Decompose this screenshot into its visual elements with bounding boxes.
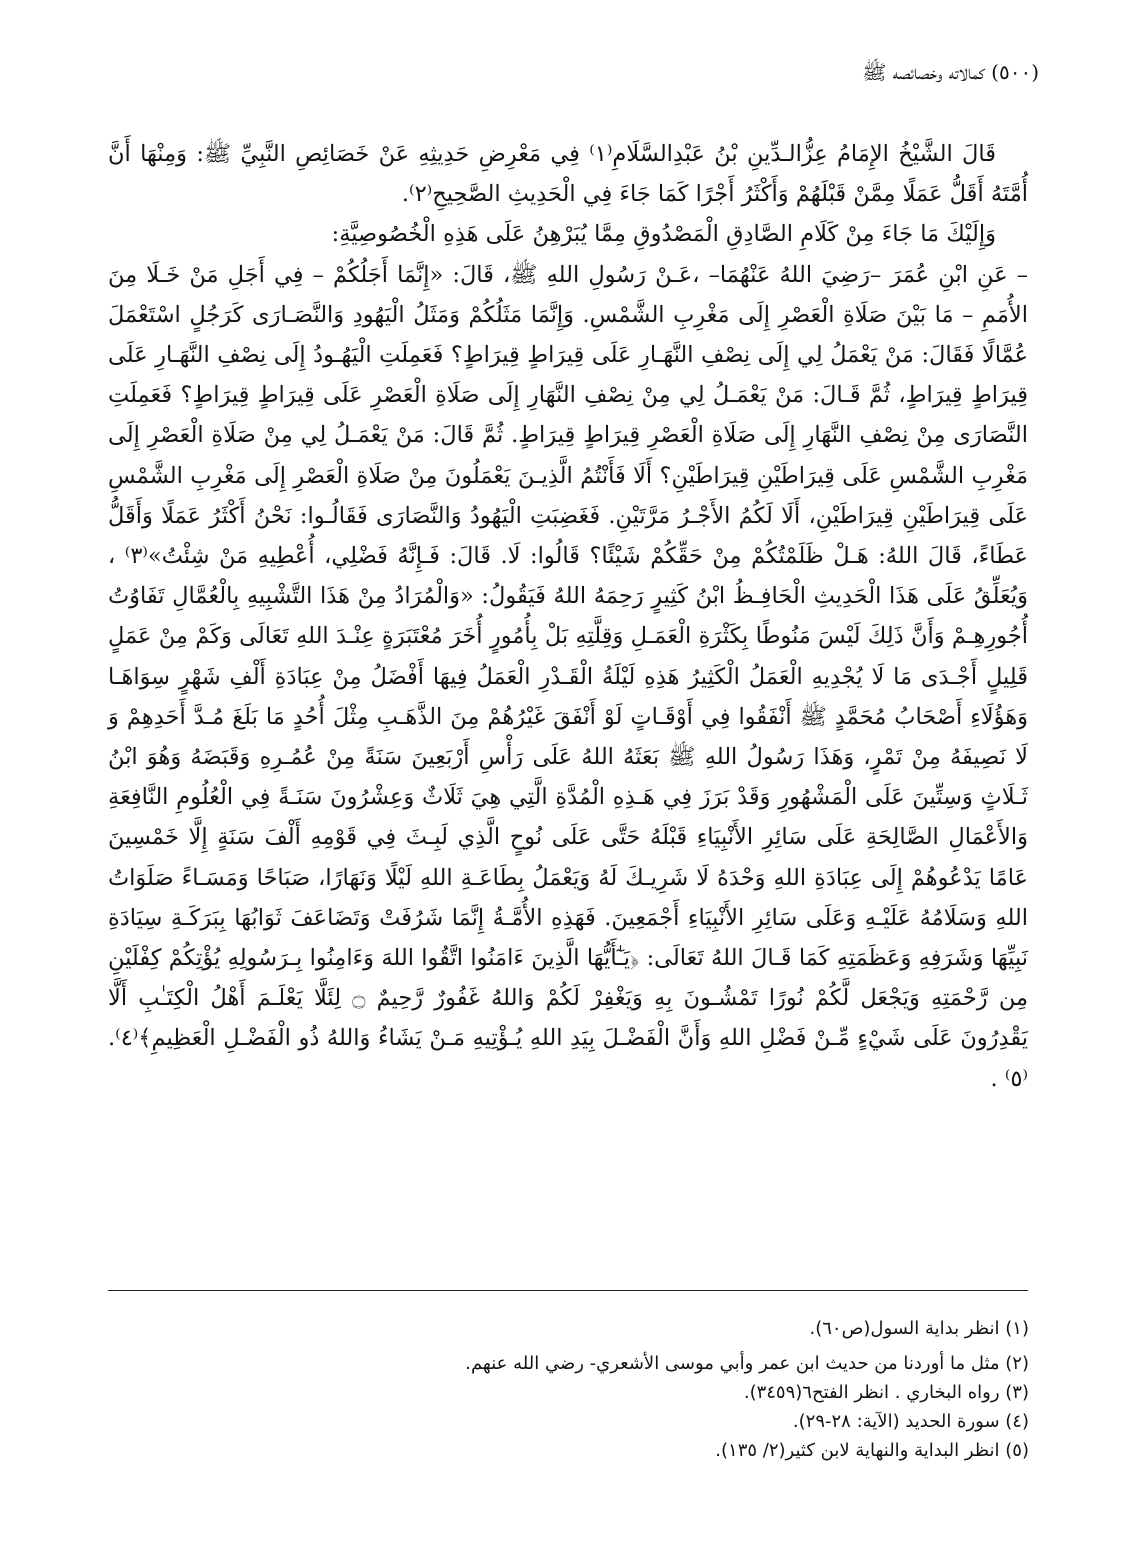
running-title: (٥٠٠) كمالاته وخصائصه ﷺ <box>862 60 1039 84</box>
footnote-3: (٣) رواه البخاري . انظر الفتح٦(٣٤٥٩). <box>743 1382 1029 1403</box>
footnote-5: (٥) انظر البداية والنهاية لابن كثير(٢/ ١٣٥). <box>715 1440 1029 1461</box>
page-header <box>862 60 1039 89</box>
paragraph-hadith: – عَنِ ابْنِ عُمَرَ –رَضِيَ اللهُ عَنْهُمَا– ،عَـنْ رَسُولِ اللهِ ﷺ، قَالَ: «إِنَّمَا أَجَلُكُمْ – فِي أَجَلِ مَنْ خَـلَا مِنَ الأُمَمِ – مَا بَيْنَ صَلَاةِ الْعَصْرِ إِلَى مَغْرِبِ الشَّمْسِ. وَإِنَّمَا مَثَلُكُمْ وَمَثَلُ الْيَهُودِ وَالنَّصَـارَى كَرَجُلٍ اسْتَعْمَلَ عُمَّالًا فَقَالَ: مَنْ يَعْمَلُ لِي إِلَى نِصْفِ النَّهَـارِ عَلَى قِيرَاطٍ قِيرَاطٍ؟ فَعَمِلَتِ الْيَهُـودُ إِلَى نِصْفِ النَّهَـارِ عَلَى قِيرَاطٍ قِيرَاطٍ، ثُمَّ قَـالَ: مَنْ يَعْمَـلُ لِي مِنْ نِصْفِ النَّهَارِ إِلَى صَلَاةِ الْعَصْرِ عَلَى قِيرَاطٍ قِيرَاطٍ؟ فَعَمِلَتِ النَّصَارَى مِنْ نِصْفِ النَّهَارِ إِلَى صَلَاةِ الْعَصْرِ قِيرَاطٍ قِيرَاطٍ. ثُمَّ قَالَ: مَنْ يَعْمَـلُ لِي مِنْ صَلَاةِ الْعَصْرِ إِلَى مَغْرِبِ الشَّمْسِ عَلَى قِيرَاطَيْنِ قِيرَاطَيْنِ؟ أَلَا فَأَنْتُمُ الَّذِيـنَ يَعْمَلُونَ مِنْ صَلَاةِ الْعَصْرِ إِلَى مَغْرِبِ الشَّمْسِ عَلَى قِيرَاطَيْنِ قِيرَاطَيْنِ، أَلَا لَكُمُ الأَجْـرُ مَرَّتَيْنِ. فَغَضِبَتِ الْيَهُودُ وَالنَّصَارَى فَقَالُـوا: نَحْنُ أَكْثَرُ عَمَلًا وَأَقَلُّ عَطَاءً، قَالَ اللهُ: هَـلْ ظَلَمْتُكُمْ مِنْ حَقِّكُمْ شَيْئًا؟ قَالُوا: لَا. قَالَ: فَـإِنَّهُ فَضْلِي، أُعْطِيهِ مَنْ شِئْتُ»⁽٣⁾ ، وَيُعَلِّقُ عَلَى هَذَا الْحَدِيثِ الْحَافِـظُ ابْنُ كَثِيرٍ رَحِمَهُ اللهُ فَيَقُولُ: «وَالْمُرَادُ مِنْ هَذَا التَّشْبِيهِ بِالْعُمَّالِ تَفَاوُتُ أُجُورِهِـمْ وَأَنَّ ذَلِكَ لَيْسَ مَنُوطًا بِكَثْرَةِ الْعَمَـلِ وَقِلَّتِهِ بَلْ بِأُمُورٍ أُخَرَ مُعْتَبَرَةٍ عِنْـدَ اللهِ تَعَالَى وَكَمْ مِنْ عَمَلٍ قَلِيلٍ أَجْـدَى مَا لَا يُجْدِيهِ الْعَمَلُ الْكَثِيرُ هَذِهِ لَيْلَةُ الْقَـدْرِ الْعَمَلُ فِيهَا أَفْضَلُ مِنْ عِبَادَةِ أَلْفِ شَهْرٍ سِوَاهَـا وَهَؤُلَاءِ أَصْحَابُ مُحَمَّدٍ ﷺ أَنْفَقُوا فِي أَوْقَـاتٍ لَوْ أَنْفَقَ غَيْرُهُمْ مِنَ الذَّهَـبِ مِثْلَ أُحُدٍ مَا بَلَغَ مُـدَّ أَحَدِهِمْ وَ لَا نَصِيفَهُ مِنْ تَمْرٍ، وَهَذَا رَسُولُ اللهِ ﷺ بَعَثَهُ اللهُ عَلَى رَأْسِ أَرْبَعِينَ سَنَةً مِنْ عُمُـرِهِ وَقَبَضَهُ وَهُوَ ابْنُ ثَـلَاثٍ وَسِتِّينَ عَلَى الْمَشْهُورِ وَقَدْ بَرَزَ فِي هَـذِهِ الْمُدَّةِ الَّتِي هِيَ ثَلَاثٌ وَعِشْرُونَ سَنَـةً فِي الْعُلُومِ النَّافِعَةِ وَالأَعْمَالِ الصَّالِحَةِ عَلَى سَائِرِ الأَنْبِيَاءِ قَبْلَهُ حَتَّى عَلَى نُوحٍ الَّذِي لَبِـثَ فِي قَوْمِهِ أَلْفَ سَنَةٍ إِلَّا خَمْسِينَ عَامًا يَدْعُوهُمْ إِلَى عِبَادَةِ اللهِ وَحْدَهُ لَا شَرِيـكَ لَهُ وَيَعْمَلُ بِطَاعَـةِ اللهِ لَيْلًا وَنَهَارًا، صَبَاحًا وَمَسَـاءً صَلَوَاتُ اللهِ وَسَلَامُهُ عَلَيْـهِ وَعَلَى سَائِرِ الأَنْبِيَاءِ أَجْمَعِينَ. فَهَذِهِ الأُمَّـةُ إِنَّمَا شَرُفَتْ وَتَضَاعَفَ ثَوَابُهَا بِبَرَكَـةِ سِيَادَةِ نَبِيِّهَا وَشَرَفِهِ وَعَظَمَتِهِ كَمَا قَـالَ اللهُ تَعَالَى: ﴿يَـٰٓأَيُّهَا الَّذِينَ ءَامَنُوا اتَّقُوا اللهَ وَءَامِنُوا بِـرَسُولِهِ يُؤْتِكُمْ كِفْلَيْنِ مِن رَّحْمَتِهِ وَيَجْعَل لَّكُمْ نُورًا تَمْشُـونَ بِهِ وَيَغْفِرْ لَكُمْ وَاللهُ غَفُورٌ رَّحِيمٌ ۝ لِئَلَّا يَعْلَـمَ أَهْلُ الْكِتَـٰبِ أَلَّا يَقْدِرُونَ عَلَى شَيْءٍ مِّـنْ فَضْلِ اللهِ وَأَنَّ الْفَضْـلَ بِيَدِ اللهِ يُـؤْتِيهِ مَـنْ يَشَاءُ وَاللهُ ذُو الْفَضْـلِ الْعَظِيمِ﴾⁽٤⁾.⁽٥⁾ . <box>108 261 1028 1092</box>
paragraph-intro: قَالَ الشَّيْخُ الإِمَامُ عِزُّالـدِّينِ بْنُ عَبْدِالسَّلَامِ⁽١⁾ فِي مَعْرِضِ حَدِيثِهِ عَنْ خَصَائِصِ النَّبِيِّ ﷺ: وَمِنْهَا أَنَّ أُمَّتَهُ أَقَلُّ عَمَلًا مِمَّنْ قَبْلَهُمْ وَأَكْثَرُ أَجْرًا كَمَا جَاءَ فِي الْحَدِيثِ الصَّحِيحِ⁽٢⁾. <box>108 141 1028 208</box>
main-text <box>108 134 1028 1099</box>
footnote-2: (٢) مثل ما أوردنا من حديث ابن عمر وأبي موسى الأشعري- رضي الله عنهم. <box>465 1353 1029 1374</box>
footnote-separator <box>108 1290 1028 1291</box>
footnote-4: (٤) سورة الحديد (الآية: ٢٨-٢٩). <box>792 1411 1029 1432</box>
footnote-1: (١) انظر بداية السول(ص٦٠). <box>809 1318 1029 1339</box>
footnotes <box>129 1314 1029 1465</box>
paragraph-lead-in: وَإِلَيْكَ مَا جَاءَ مِنْ كَلَامِ الصَّادِقِ الْمَصْدُوقِ مِمَّا يُبَرْهِنُ عَلَى هَذِهِ الْخُصُوصِيَّةِ: <box>331 221 996 248</box>
